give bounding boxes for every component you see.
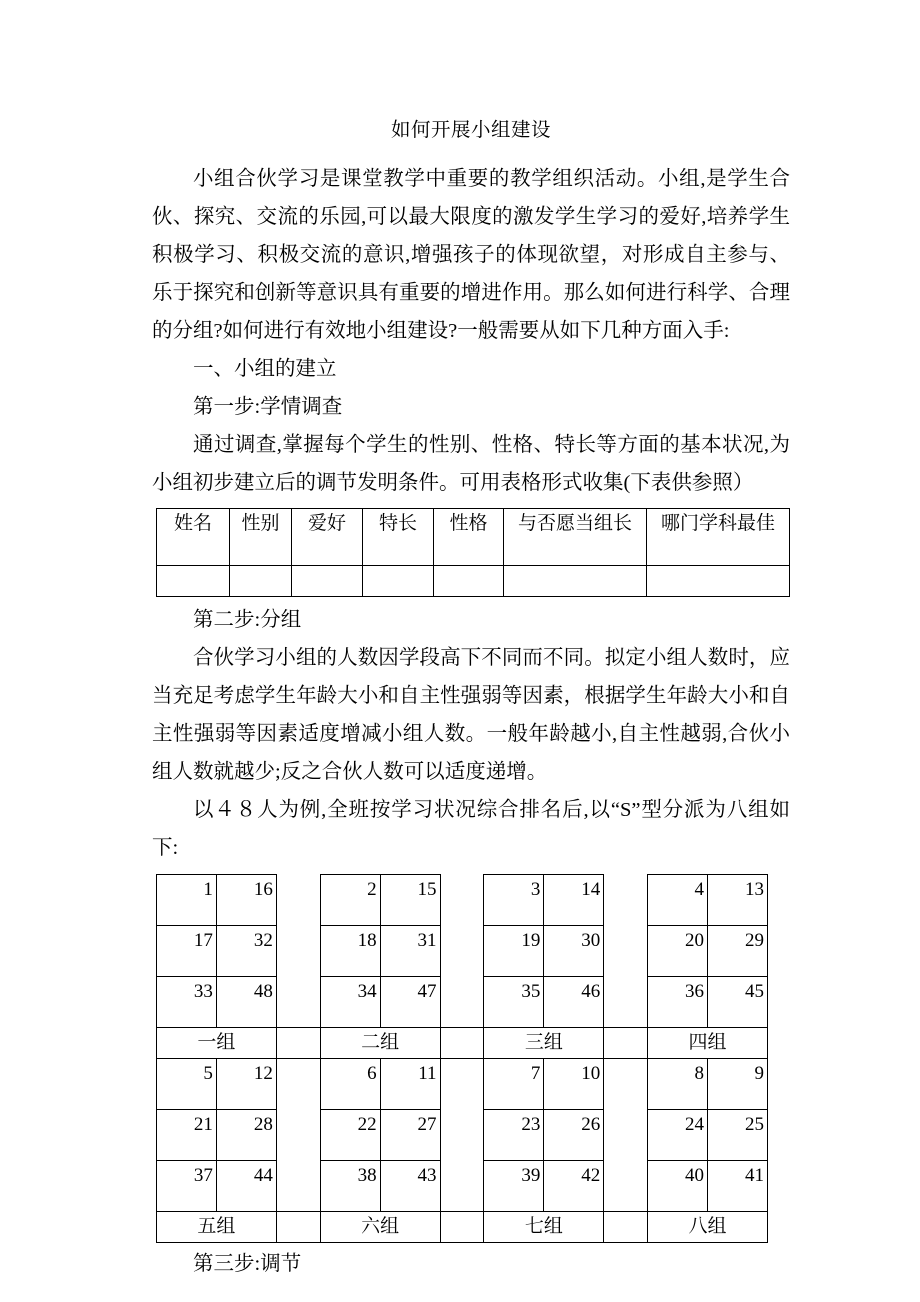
group-label-7: 七组 bbox=[484, 1212, 604, 1243]
survey-cell bbox=[647, 566, 790, 597]
page-title: 如何开展小组建设 bbox=[390, 120, 551, 141]
table-row bbox=[157, 1028, 768, 1059]
group-cell: 21 bbox=[157, 1110, 217, 1161]
group-spacer bbox=[604, 1059, 648, 1110]
group-cell: 27 bbox=[380, 1110, 440, 1161]
group-cell: 11 bbox=[380, 1059, 440, 1110]
table-row bbox=[157, 566, 790, 597]
group-cell: 1 bbox=[157, 875, 217, 926]
group-cell: 44 bbox=[216, 1161, 276, 1212]
table-row bbox=[157, 1212, 768, 1243]
group-cell: 13 bbox=[708, 875, 768, 926]
group-cell: 40 bbox=[648, 1161, 708, 1212]
group-cell: 37 bbox=[157, 1161, 217, 1212]
survey-cell bbox=[363, 566, 434, 597]
group-spacer bbox=[276, 926, 320, 977]
group-cell: 28 bbox=[216, 1110, 276, 1161]
group-assignment-table bbox=[156, 874, 768, 1243]
group-spacer bbox=[276, 875, 320, 926]
heading-step-two: 第二步:分组 bbox=[193, 609, 302, 631]
group-spacer bbox=[276, 1028, 320, 1059]
group-cell: 4 bbox=[648, 875, 708, 926]
paragraph-intro: 小组合伙学习是课堂教学中重要的教学组织活动。小组,是学生合伙、探究、交流的乐园,可以最大限度的激发学生学习的爱好,培养学生积极学习、积极交流的意识,增强孩子的体现欲望，对形成自主参与、乐于探究和创新等意识具有重要的增进作用。那么如何进行科学、合理的分组?如何进行有效地小组建设?一般需要从如下几种方面入手: bbox=[152, 168, 790, 342]
group-cell: 29 bbox=[708, 926, 768, 977]
group-spacer bbox=[440, 1212, 484, 1243]
group-cell: 23 bbox=[484, 1110, 544, 1161]
group-cell: 15 bbox=[380, 875, 440, 926]
group-spacer bbox=[604, 1161, 648, 1212]
group-cell: 5 bbox=[157, 1059, 217, 1110]
group-cell: 20 bbox=[648, 926, 708, 977]
heading-section-one: 一、小组的建立 bbox=[193, 358, 337, 380]
group-label-8: 八组 bbox=[648, 1212, 768, 1243]
group-spacer bbox=[440, 1059, 484, 1110]
survey-cell bbox=[504, 566, 647, 597]
table-row bbox=[157, 1059, 768, 1110]
group-spacer bbox=[604, 977, 648, 1028]
survey-header-character: 性格 bbox=[434, 509, 504, 566]
group-cell: 16 bbox=[216, 875, 276, 926]
group-cell: 33 bbox=[157, 977, 217, 1028]
group-spacer bbox=[440, 977, 484, 1028]
survey-table bbox=[156, 508, 790, 597]
group-spacer bbox=[276, 1161, 320, 1212]
survey-header-gender: 性别 bbox=[230, 509, 292, 566]
group-label-1: 一组 bbox=[157, 1028, 277, 1059]
group-spacer bbox=[604, 1110, 648, 1161]
group-cell: 10 bbox=[544, 1059, 604, 1110]
group-spacer bbox=[440, 926, 484, 977]
group-cell: 35 bbox=[484, 977, 544, 1028]
group-cell: 38 bbox=[320, 1161, 380, 1212]
group-spacer bbox=[440, 1110, 484, 1161]
survey-header-name: 姓名 bbox=[157, 509, 230, 566]
group-spacer bbox=[276, 1059, 320, 1110]
group-spacer bbox=[276, 977, 320, 1028]
group-cell: 22 bbox=[320, 1110, 380, 1161]
group-cell: 17 bbox=[157, 926, 217, 977]
table-row bbox=[157, 1110, 768, 1161]
group-cell: 39 bbox=[484, 1161, 544, 1212]
table-row bbox=[157, 509, 790, 566]
group-cell: 46 bbox=[544, 977, 604, 1028]
group-cell: 36 bbox=[648, 977, 708, 1028]
group-cell: 24 bbox=[648, 1110, 708, 1161]
survey-header-hobby: 爱好 bbox=[292, 509, 363, 566]
survey-header-subject: 哪门学科最佳 bbox=[647, 509, 790, 566]
group-cell: 19 bbox=[484, 926, 544, 977]
survey-header-leader: 与否愿当组长 bbox=[504, 509, 647, 566]
group-cell: 2 bbox=[320, 875, 380, 926]
group-cell: 25 bbox=[708, 1110, 768, 1161]
table-row bbox=[157, 875, 768, 926]
group-cell: 42 bbox=[544, 1161, 604, 1212]
group-label-6: 六组 bbox=[320, 1212, 440, 1243]
survey-cell bbox=[230, 566, 292, 597]
group-cell: 7 bbox=[484, 1059, 544, 1110]
paragraph-step-two-body: 合伙学习小组的人数因学段高下不同而不同。拟定小组人数时，应当充足考虑学生年龄大小和自主性强弱等因素，根据学生年龄大小和自主性强弱等因素适度增减小组人数。一般年龄越小,自主性越弱,合伙小组人数就越少;反之合伙人数可以适度递增。 bbox=[152, 647, 790, 783]
group-cell: 8 bbox=[648, 1059, 708, 1110]
heading-step-three: 第三步:调节 bbox=[193, 1253, 302, 1275]
group-label-4: 四组 bbox=[648, 1028, 768, 1059]
table-row bbox=[157, 977, 768, 1028]
group-spacer bbox=[440, 1028, 484, 1059]
group-cell: 45 bbox=[708, 977, 768, 1028]
group-cell: 47 bbox=[380, 977, 440, 1028]
group-label-5: 五组 bbox=[157, 1212, 277, 1243]
group-spacer bbox=[276, 1212, 320, 1243]
group-cell: 26 bbox=[544, 1110, 604, 1161]
group-spacer bbox=[604, 1028, 648, 1059]
group-spacer bbox=[276, 1110, 320, 1161]
group-cell: 30 bbox=[544, 926, 604, 977]
group-cell: 6 bbox=[320, 1059, 380, 1110]
group-cell: 9 bbox=[708, 1059, 768, 1110]
group-spacer bbox=[440, 1161, 484, 1212]
survey-header-specialty: 特长 bbox=[363, 509, 434, 566]
group-spacer bbox=[604, 875, 648, 926]
survey-cell bbox=[434, 566, 504, 597]
group-cell: 14 bbox=[544, 875, 604, 926]
group-cell: 34 bbox=[320, 977, 380, 1028]
group-label-3: 三组 bbox=[484, 1028, 604, 1059]
group-cell: 32 bbox=[216, 926, 276, 977]
heading-step-one: 第一步:学情调查 bbox=[193, 396, 343, 418]
paragraph-step-one-body: 通过调查,掌握每个学生的性别、性格、特长等方面的基本状况,为小组初步建立后的调节发明条件。可用表格形式收集(下表供参照） bbox=[152, 434, 790, 494]
group-cell: 12 bbox=[216, 1059, 276, 1110]
group-spacer bbox=[604, 1212, 648, 1243]
survey-cell bbox=[292, 566, 363, 597]
group-cell: 48 bbox=[216, 977, 276, 1028]
table-row bbox=[157, 1161, 768, 1212]
group-cell: 41 bbox=[708, 1161, 768, 1212]
group-spacer bbox=[604, 926, 648, 977]
group-cell: 3 bbox=[484, 875, 544, 926]
group-cell: 31 bbox=[380, 926, 440, 977]
paragraph-example-48: 以４８人为例,全班按学习状况综合排名后,以“S”型分派为八组如下: bbox=[152, 799, 790, 859]
table-row bbox=[157, 926, 768, 977]
group-label-2: 二组 bbox=[320, 1028, 440, 1059]
group-cell: 18 bbox=[320, 926, 380, 977]
group-spacer bbox=[440, 875, 484, 926]
survey-cell bbox=[157, 566, 230, 597]
group-cell: 43 bbox=[380, 1161, 440, 1212]
